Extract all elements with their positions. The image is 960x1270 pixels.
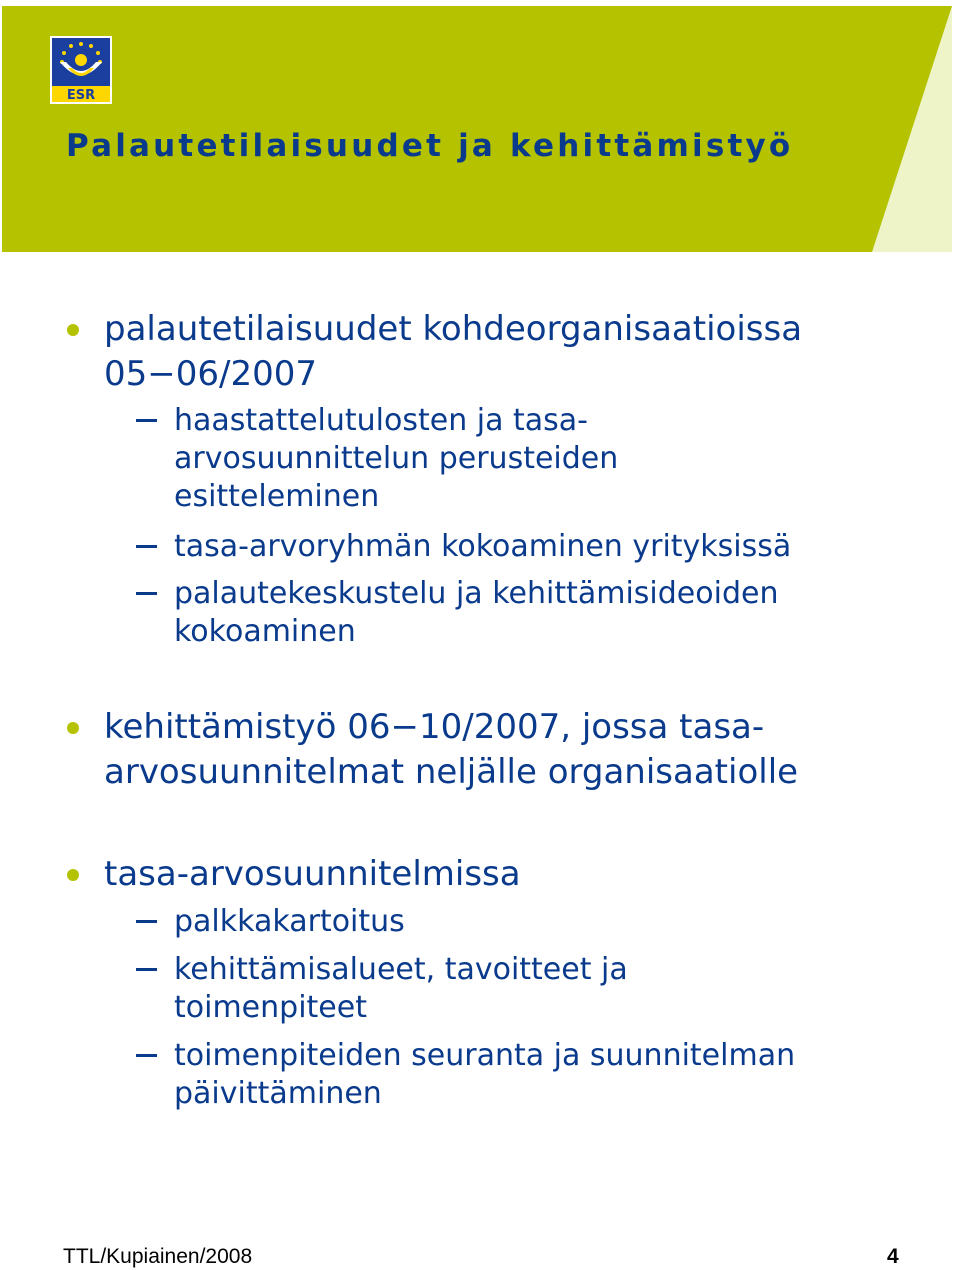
bullet-text-line: tasa-arvosuunnitelmissa xyxy=(104,854,521,894)
footer-source: TTL/Kupiainen/2008 xyxy=(63,1245,253,1268)
sub-text-line: tasa-arvoryhmän kokoaminen yrityksissä xyxy=(174,529,792,564)
sub-item xyxy=(174,402,934,516)
dash-icon xyxy=(136,920,157,923)
bullet-text-line: kehittämistyö 06−10/2007, jossa tasa- xyxy=(104,707,765,747)
sub-text-line: päivittäminen xyxy=(174,1076,382,1111)
sub-item xyxy=(174,1037,934,1113)
sub-item xyxy=(174,951,934,1027)
sub-item xyxy=(174,575,934,651)
sub-text-line: toimenpiteet xyxy=(174,990,367,1025)
sub-text-line: palautekeskustelu ja kehittämisideoiden xyxy=(174,576,779,611)
bullet-text-line: 05−06/2007 xyxy=(104,354,317,394)
slide-header xyxy=(2,6,952,252)
sub-text-line: toimenpiteiden seuranta ja suunnitelman xyxy=(174,1038,796,1073)
sub-text-line: haastattelutulosten ja tasa- xyxy=(174,403,588,438)
bullet-text-line: palautetilaisuudet kohdeorganisaatioissa xyxy=(104,309,803,349)
dash-icon xyxy=(136,968,157,971)
sub-item xyxy=(174,903,934,941)
sub-text-line: esitteleminen xyxy=(174,479,380,514)
bullet-dot-icon xyxy=(67,722,79,734)
slide-title: Palautetilaisuudet ja kehittämistyö xyxy=(66,128,794,164)
dash-icon xyxy=(136,545,157,548)
sub-text-line: arvosuunnittelun perusteiden xyxy=(174,441,619,476)
bullet-dot-icon xyxy=(67,324,79,336)
logo-text: ESR xyxy=(66,88,96,103)
dash-icon xyxy=(136,419,157,422)
sub-text-line: kehittämisalueet, tavoitteet ja xyxy=(174,952,628,987)
bullet-text-line: arvosuunnitelmat neljälle organisaatiolle xyxy=(104,752,799,792)
dash-icon xyxy=(136,592,157,595)
bullet-item xyxy=(104,705,904,795)
bullet-dot-icon xyxy=(67,869,79,881)
header-light-wedge xyxy=(872,6,952,252)
bullet-item xyxy=(104,852,904,897)
dash-icon xyxy=(136,1054,157,1057)
bullet-item xyxy=(104,307,904,397)
sub-item xyxy=(174,528,934,566)
sub-text-line: palkkakartoitus xyxy=(174,904,405,939)
page-number: 4 xyxy=(887,1245,899,1268)
esr-logo xyxy=(50,36,112,104)
sub-text-line: kokoaminen xyxy=(174,614,356,649)
